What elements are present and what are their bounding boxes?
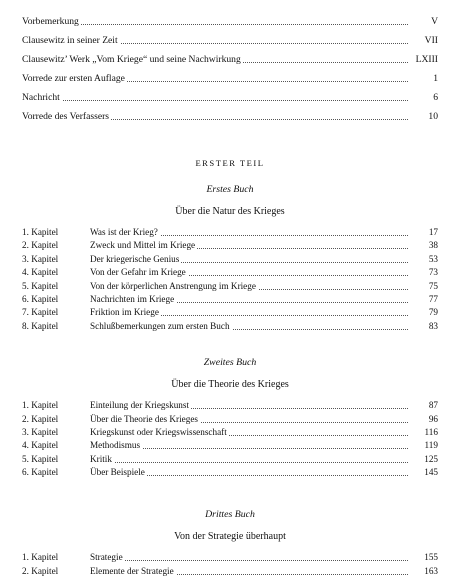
chapter-page: 125 [421,453,438,466]
chapter-label: 6. Kapitel [22,467,59,478]
toc-entry-page: V [428,12,438,31]
toc-entry [22,31,438,50]
toc-entry-title: Clausewitz in seiner Zeit [22,35,118,46]
chapter-page: 77 [426,293,438,306]
toc-entry-page: LXIII [413,50,438,69]
chapter-label: 2. Kapitel [22,413,59,424]
section-spacer [22,333,438,357]
chapter-page: 119 [422,439,438,452]
chapter-title: Zweck und Mittel im Kriege [90,239,197,252]
chapter-title: Kriegskunst oder Kriegswissenschaft [90,426,229,439]
chapter-list [22,399,438,479]
chapter-title: Der kriegerische Genius [90,253,181,266]
toc-entry-page: 6 [430,88,438,107]
chapter-page: 116 [422,426,438,439]
chapter-entry [22,426,438,439]
chapter-entry [22,266,438,279]
toc-entry-title: Nachricht [22,92,60,103]
chapter-label: 2. Kapitel [22,565,59,576]
chapter-entry [22,239,438,252]
chapter-title: Elemente der Strategie [90,565,176,578]
book-title: Zweites Buch [203,357,257,369]
book-title: Drittes Buch [205,509,255,521]
toc-entry [22,12,438,31]
chapter-page: 79 [426,306,438,319]
chapter-page: 145 [421,466,438,479]
chapter-entry [22,253,438,266]
chapter-page: 83 [426,320,438,333]
toc-entry-title: Vorbemerkung [22,16,79,27]
chapter-entry [22,320,438,333]
chapter-title: Von der körperlichen Anstrengung im Kriege [90,280,258,293]
book-title: Erstes Buch [206,184,254,195]
chapter-entry [22,565,438,578]
chapter-page: 38 [426,239,438,252]
chapter-entry [22,551,438,564]
chapter-page: 53 [426,253,438,266]
front-matter-list [22,12,438,126]
chapter-label: 2. Kapitel [22,240,59,251]
table-of-contents [22,12,438,578]
toc-entry-title: Clausewitz’ Werk „Vom Kriege“ und seine Nachwirkung [22,54,241,65]
chapter-label: 5. Kapitel [22,453,59,464]
chapter-label: 1. Kapitel [22,227,59,237]
dot-leader [90,462,408,463]
chapter-title: Schlußbemerkungen zum ersten Buch [90,320,232,333]
chapter-label: 3. Kapitel [22,426,59,437]
toc-entry-page: 10 [425,107,438,126]
book-heading: Über die Natur des Krieges [175,206,285,217]
chapter-label: 4. Kapitel [22,440,59,451]
book-heading: Von der Strategie überhaupt [174,531,286,543]
chapter-label: 1. Kapitel [22,400,59,411]
chapter-page: 155 [421,551,438,564]
chapter-label: 6. Kapitel [22,293,59,304]
part-title: ERSTER TEIL [195,158,265,168]
chapter-title: Methodismus [90,439,142,452]
section-spacer [22,479,438,509]
toc-entry-title: Vorrede des Verfassers [22,111,110,122]
chapter-entry [22,280,438,293]
chapter-title: Strategie [90,551,125,564]
chapter-label: 7. Kapitel [22,307,59,318]
dot-leader [22,100,408,101]
chapter-page: 17 [426,226,438,239]
toc-entry-page: VII [422,31,438,50]
chapter-title: Einteilung der Kriegskunst [90,399,191,412]
chapter-title: Über die Theorie des Krieges [90,413,200,426]
toc-entry [22,107,438,126]
toc-entry [22,50,438,69]
chapter-page: 87 [426,399,438,412]
chapter-title: Friktion im Kriege [90,306,161,319]
chapter-list [22,226,438,333]
chapter-label: 4. Kapitel [22,267,59,278]
chapter-entry [22,413,438,426]
chapter-title: Nachrichten im Kriege [90,293,176,306]
chapter-entry [22,226,438,239]
chapter-page: 96 [426,413,438,426]
chapter-label: 3. Kapitel [22,253,59,264]
chapter-entry [22,399,438,412]
book-heading: Über die Theorie des Krieges [171,379,289,391]
chapter-entry [22,453,438,466]
chapter-label: 1. Kapitel [22,552,59,563]
toc-entry-page: 1 [430,69,438,88]
chapter-entry [22,439,438,452]
chapter-entry [22,293,438,306]
chapter-label: 8. Kapitel [22,320,59,331]
chapter-list [22,551,438,578]
chapter-page: 75 [426,280,438,293]
dot-leader [90,560,408,561]
chapter-label: 5. Kapitel [22,280,59,291]
chapter-entry [22,306,438,319]
toc-entry-title: Vorrede zur ersten Auflage [22,73,125,84]
chapter-title: Über Beispiele [90,466,147,479]
chapter-title: Was ist der Krieg? [90,226,160,239]
toc-entry [22,69,438,88]
chapter-title: Von der Gefahr im Kriege [90,266,188,279]
toc-entry [22,88,438,107]
chapter-page: 73 [426,266,438,279]
chapter-entry [22,466,438,479]
chapter-page: 163 [421,565,438,578]
chapter-title: Kritik [90,453,114,466]
